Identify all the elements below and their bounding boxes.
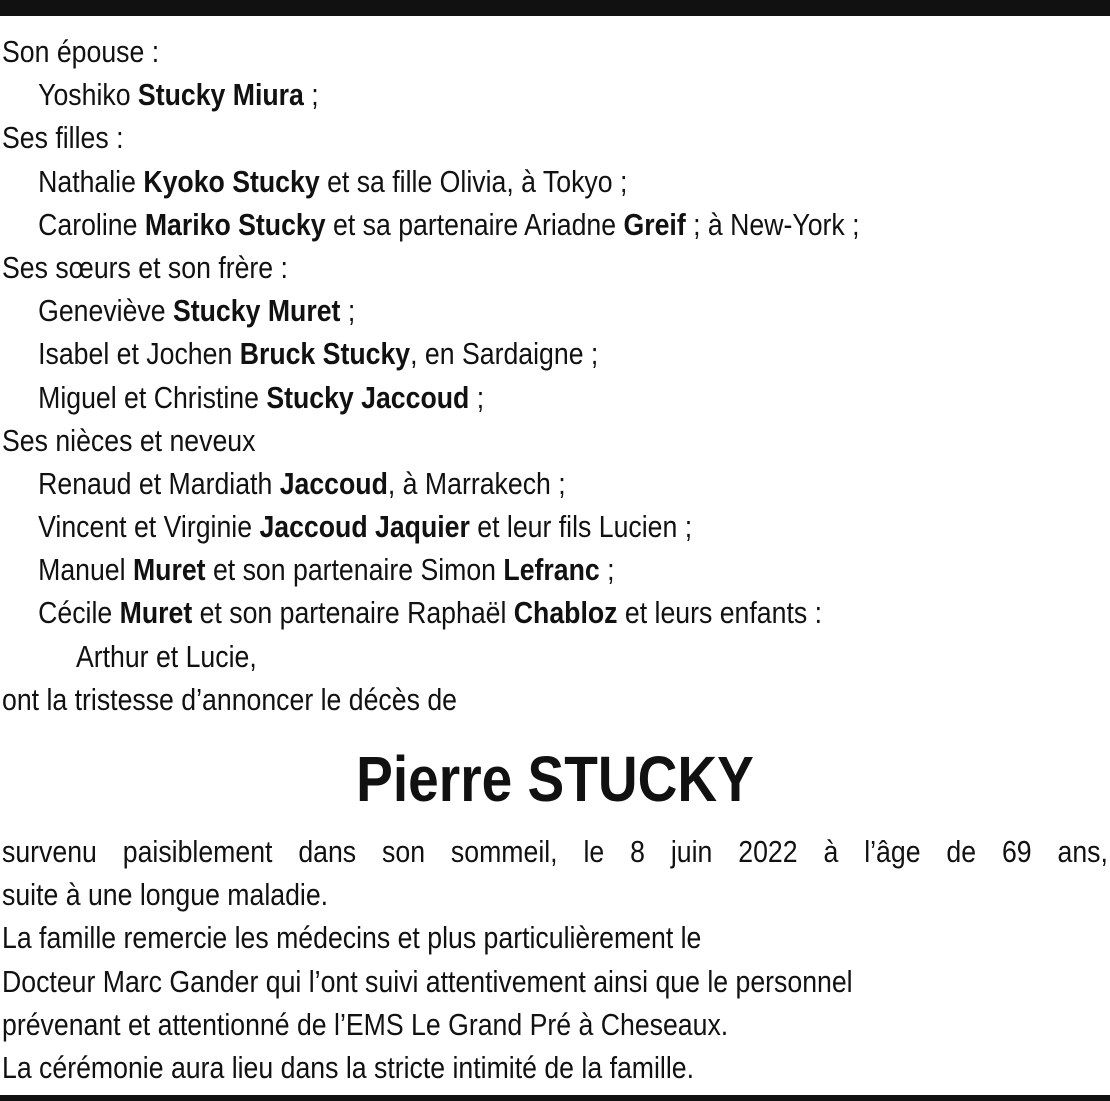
family-surname: Muret <box>132 552 206 588</box>
family-text: Renaud et Mardiath <box>38 465 280 501</box>
family-surname: Stucky Jaccoud <box>266 379 470 415</box>
family-surname: Stucky Miura <box>137 77 304 113</box>
family-text: ; <box>340 293 356 329</box>
family-text: Yoshiko <box>38 77 138 113</box>
family-text: et sa fille Olivia, à Tokyo ; <box>319 163 628 199</box>
family-text: Son épouse : <box>2 34 160 69</box>
family-text: Ses filles : <box>2 120 124 156</box>
family-text: Nathalie <box>38 163 144 199</box>
details-word: paisiblement <box>122 834 273 869</box>
family-member-line <box>2 376 953 419</box>
family-member-line <box>2 332 953 375</box>
family-member-line <box>2 635 953 678</box>
details-line: Docteur Marc Gander qui l’ont suivi attentivement ainsi que le personnel <box>2 963 853 999</box>
details-paragraph <box>2 873 1108 1089</box>
family-heading <box>2 30 953 73</box>
family-text: et son partenaire Raphaël <box>192 595 514 631</box>
details-line: suite à une longue maladie. <box>2 877 329 913</box>
details-word: l’âge <box>864 834 921 869</box>
family-surname: Jaccoud Jaquier <box>259 509 470 545</box>
family-text: et leurs enfants : <box>617 595 823 631</box>
family-text: et sa partenaire Ariadne <box>325 206 624 242</box>
details-word: survenu <box>2 834 97 869</box>
family-surname: Chabloz <box>513 595 618 631</box>
bottom-rule <box>0 1095 1110 1101</box>
family-text: Cécile <box>38 595 120 631</box>
family-text: et leur fils Lucien ; <box>469 509 693 545</box>
details-word: 69 <box>1001 834 1032 869</box>
family-member-line <box>2 289 953 332</box>
details-line: La cérémonie aura lieu dans la stricte intimité de la famille. <box>2 1049 695 1085</box>
top-rule <box>0 0 1110 16</box>
family-text: , en Sardaigne ; <box>410 336 599 372</box>
family-text: Ses sœurs et son frère : <box>2 249 288 285</box>
family-text: ; <box>303 77 319 113</box>
family-text: ; <box>599 552 615 588</box>
family-text: ; <box>469 379 485 415</box>
details-word: son <box>382 834 426 869</box>
details-word: à <box>823 834 839 869</box>
announcement-intro: ont la tristesse d’annoncer le décès de <box>2 681 457 717</box>
family-member-line <box>2 203 953 246</box>
family-surname: Jaccoud <box>279 465 388 501</box>
family-surname: Lefranc <box>503 552 600 588</box>
family-text: Geneviève <box>38 293 173 329</box>
family-text: , à Marrakech ; <box>387 465 566 501</box>
family-member-line <box>2 548 953 591</box>
family-list <box>2 30 1108 678</box>
details-word: 8 <box>630 834 645 869</box>
details-word: juin <box>670 834 713 869</box>
family-text: Ses nièces et neveux <box>2 422 256 458</box>
family-member-line <box>2 73 953 116</box>
details-word: 2022 <box>738 834 798 869</box>
details-first-line <box>2 830 1108 873</box>
deceased-name: Pierre STUCKY <box>356 743 754 815</box>
details-line: prévenant et attentionné de l’EMS Le Grand Pré à Cheseaux. <box>2 1006 729 1042</box>
details-word: de <box>946 834 977 869</box>
family-text: Caroline <box>38 206 145 242</box>
family-surname: Kyoko Stucky <box>143 163 320 199</box>
family-member-line <box>2 505 953 548</box>
details-word: le <box>583 834 605 869</box>
family-surname: Stucky Muret <box>172 293 341 329</box>
family-text: Miguel et Christine <box>38 379 267 415</box>
family-heading <box>2 419 953 462</box>
family-text: ; à New-York ; <box>685 206 860 242</box>
family-member-line <box>2 462 953 505</box>
family-member-line <box>2 591 953 634</box>
details-word: sommeil, <box>450 834 558 869</box>
family-member-line <box>2 160 953 203</box>
family-surname: Bruck Stucky <box>239 336 411 372</box>
family-text: Isabel et Jochen <box>38 336 240 372</box>
family-text: Vincent et Virginie <box>38 509 260 545</box>
family-heading <box>2 246 953 289</box>
family-surname: Mariko Stucky <box>144 206 326 242</box>
family-text: Manuel <box>38 552 133 588</box>
family-surname: Muret <box>119 595 193 631</box>
family-text: et son partenaire Simon <box>205 552 504 588</box>
details-word: dans <box>298 834 357 869</box>
family-surname: Greif <box>623 206 686 242</box>
obituary-notice <box>2 30 1108 1089</box>
details-word: ans, <box>1057 834 1108 869</box>
family-heading <box>2 116 953 159</box>
family-text: Arthur et Lucie, <box>75 638 257 674</box>
details-line: La famille remercie les médecins et plus particulièrement le <box>2 920 702 956</box>
